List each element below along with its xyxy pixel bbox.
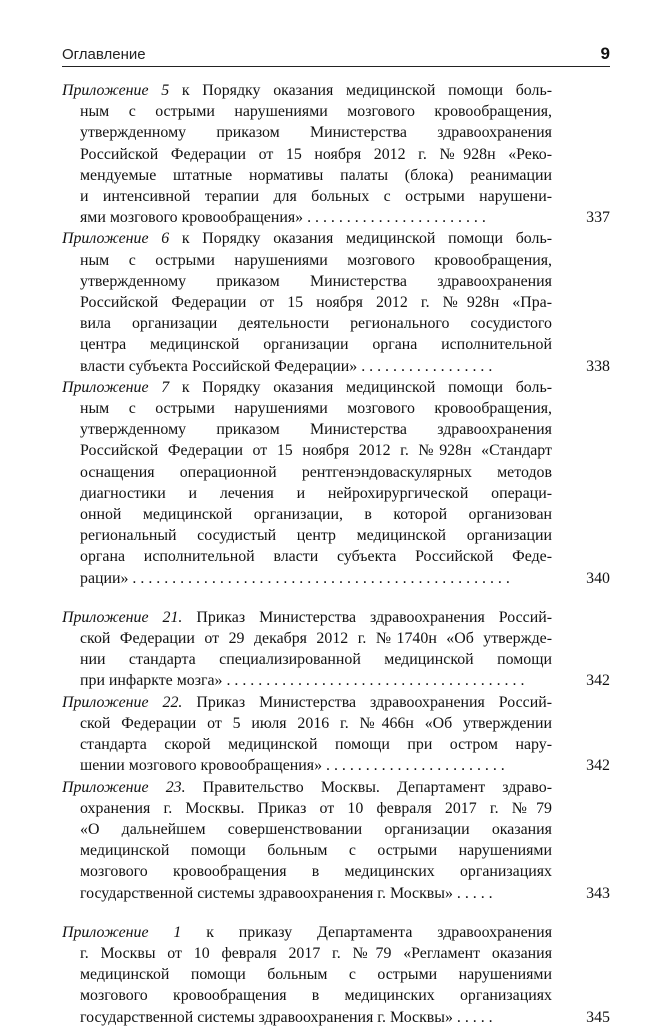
entry-line: ным с острыми нарушениями мозгового кровообращения, <box>80 103 552 121</box>
section-gap <box>62 904 610 922</box>
entry-line: к Порядку оказания медицинской помощи боль- <box>169 82 552 99</box>
entry-line: органа исполнительной власти субъекта Российской Феде- <box>80 548 552 566</box>
entry-page-number: 338 <box>586 357 610 375</box>
entry-lead: Приложение 22. <box>62 693 183 711</box>
entry-lead: Приложение 1 <box>62 923 182 941</box>
entry-line: диагностики и лечения и нейрохирургической операци- <box>80 484 552 502</box>
entry-line: онной медицинской организации, в которой организован <box>80 506 552 524</box>
entry-lead: Приложение 5 <box>62 82 170 99</box>
entry-line: г. Москвы от 10 февраля 2017 г. №79 «Регламент оказания <box>80 944 552 962</box>
entry-line: ным с острыми нарушениями мозгового кровообращения, <box>80 400 552 418</box>
entry-line: власти субъекта Российской Федерации» . . . . . . . . . . . . . . . . . <box>80 357 493 375</box>
entry-line: ями мозгового кровообращения» . . . . . . . . . . . . . . . . . . . . . . . <box>80 209 486 227</box>
entry-line: Приказ Министерства здравоохранения Россий- <box>182 693 552 711</box>
toc-entry-appendix-22[interactable] <box>62 692 610 777</box>
entry-line: утвержденному приказом Министерства здравоохранения <box>80 124 552 142</box>
entry-line: нии стандарта специализированной медицинской помощи <box>80 651 552 669</box>
running-title: Оглавление <box>62 46 146 63</box>
entry-line: утвержденному приказом Министерства здравоохранения <box>80 272 552 290</box>
entry-line: государственной системы здравоохранения г. Москвы» . . . . . <box>80 884 493 902</box>
entry-lead: Приложение 6 <box>62 230 170 248</box>
toc-entry-appendix-23[interactable] <box>62 777 610 904</box>
entry-line: к Порядку оказания медицинской помощи боль- <box>169 230 552 248</box>
entry-line: центра медицинской организации органа исполнительной <box>80 336 552 354</box>
entry-page-number: 345 <box>586 1008 610 1026</box>
entry-line: Приказ Министерства здравоохранения Россий- <box>182 608 552 626</box>
toc-entry-appendix-21[interactable] <box>62 607 610 692</box>
entry-page-number: 342 <box>586 757 610 775</box>
entry-page-number: 337 <box>586 209 610 227</box>
entry-line: медицинской помощи больным с острыми нарушениями <box>80 842 552 860</box>
toc-entry-appendix-7[interactable] <box>62 377 610 589</box>
entry-line: охранения г. Москвы. Приказ от 10 февраля 2017 г. №79 <box>80 799 552 817</box>
entry-line: и интенсивной терапии для больных с острыми нарушени- <box>80 188 552 206</box>
entry-page-number: 342 <box>586 672 610 690</box>
entry-lead: Приложение 23. <box>62 778 186 796</box>
entry-line: Правительство Москвы. Департамент здраво- <box>185 778 552 796</box>
toc-entry-appendix-6[interactable] <box>62 228 610 376</box>
entry-line: оснащения операционной рентгенэндоваскулярных методов <box>80 463 552 481</box>
entry-line: стандарта скорой медицинской помощи при остром нару- <box>80 736 552 754</box>
page-number: 9 <box>600 44 610 63</box>
entry-line: при инфаркте мозга» . . . . . . . . . . . . . . . . . . . . . . . . . . . . . . . . . . . . . . <box>80 672 525 690</box>
entry-line: мозгового кровообращения в медицинских организациях <box>80 987 552 1005</box>
entry-line: ской Федерации от 29 декабря 2012 г. №1740н «Об утвержде- <box>80 630 552 648</box>
toc-entry-appendix-5[interactable] <box>62 80 610 228</box>
entry-line: шении мозгового кровообращения» . . . . . . . . . . . . . . . . . . . . . . . <box>80 757 505 775</box>
entry-line: региональный сосудистый центр медицинской организации <box>80 527 552 545</box>
entry-page-number: 343 <box>586 884 610 902</box>
entry-line: Российской Федерации от 15 ноября 2012 г. №928н «Пра- <box>80 294 552 312</box>
page-header <box>62 40 610 67</box>
entry-line: Российской Федерации от 15 ноября 2012 г. №928н «Стандарт <box>80 442 552 460</box>
table-of-contents <box>62 80 610 1028</box>
entry-line: «О дальнейшем совершенствовании организации оказания <box>80 820 552 838</box>
entry-line: рации» . . . . . . . . . . . . . . . . . . . . . . . . . . . . . . . . . . . . . . . . . . . . . . . . <box>80 569 510 587</box>
entry-line: вила организации деятельности регионального сосудистого <box>80 315 552 333</box>
entry-lead: Приложение 21. <box>62 608 183 626</box>
entry-line: к приказу Департамента здравоохранения <box>181 923 552 941</box>
entry-line: ской Федерации от 5 июля 2016 г. №466н «Об утверждении <box>80 714 552 732</box>
entry-line: мозгового кровообращения в медицинских организациях <box>80 863 552 881</box>
entry-line: утвержденному приказом Министерства здравоохранения <box>80 421 552 439</box>
entry-line: ным с острыми нарушениями мозгового кровообращения, <box>80 251 552 269</box>
section-gap <box>62 589 610 607</box>
entry-line: к Порядку оказания медицинской помощи боль- <box>169 378 552 396</box>
entry-line: мендуемые штатные нормативы палаты (блока) реанимации <box>80 166 552 184</box>
entry-line: государственной системы здравоохранения г. Москвы» . . . . . <box>80 1008 493 1026</box>
toc-entry-order-appendix-1[interactable] <box>62 922 610 1028</box>
entry-lead: Приложение 7 <box>62 378 170 396</box>
entry-page-number: 340 <box>586 569 610 587</box>
entry-line: Российской Федерации от 15 ноября 2012 г. №928н «Реко- <box>80 145 552 163</box>
entry-line: медицинской помощи больным с острыми нарушениями <box>80 966 552 984</box>
